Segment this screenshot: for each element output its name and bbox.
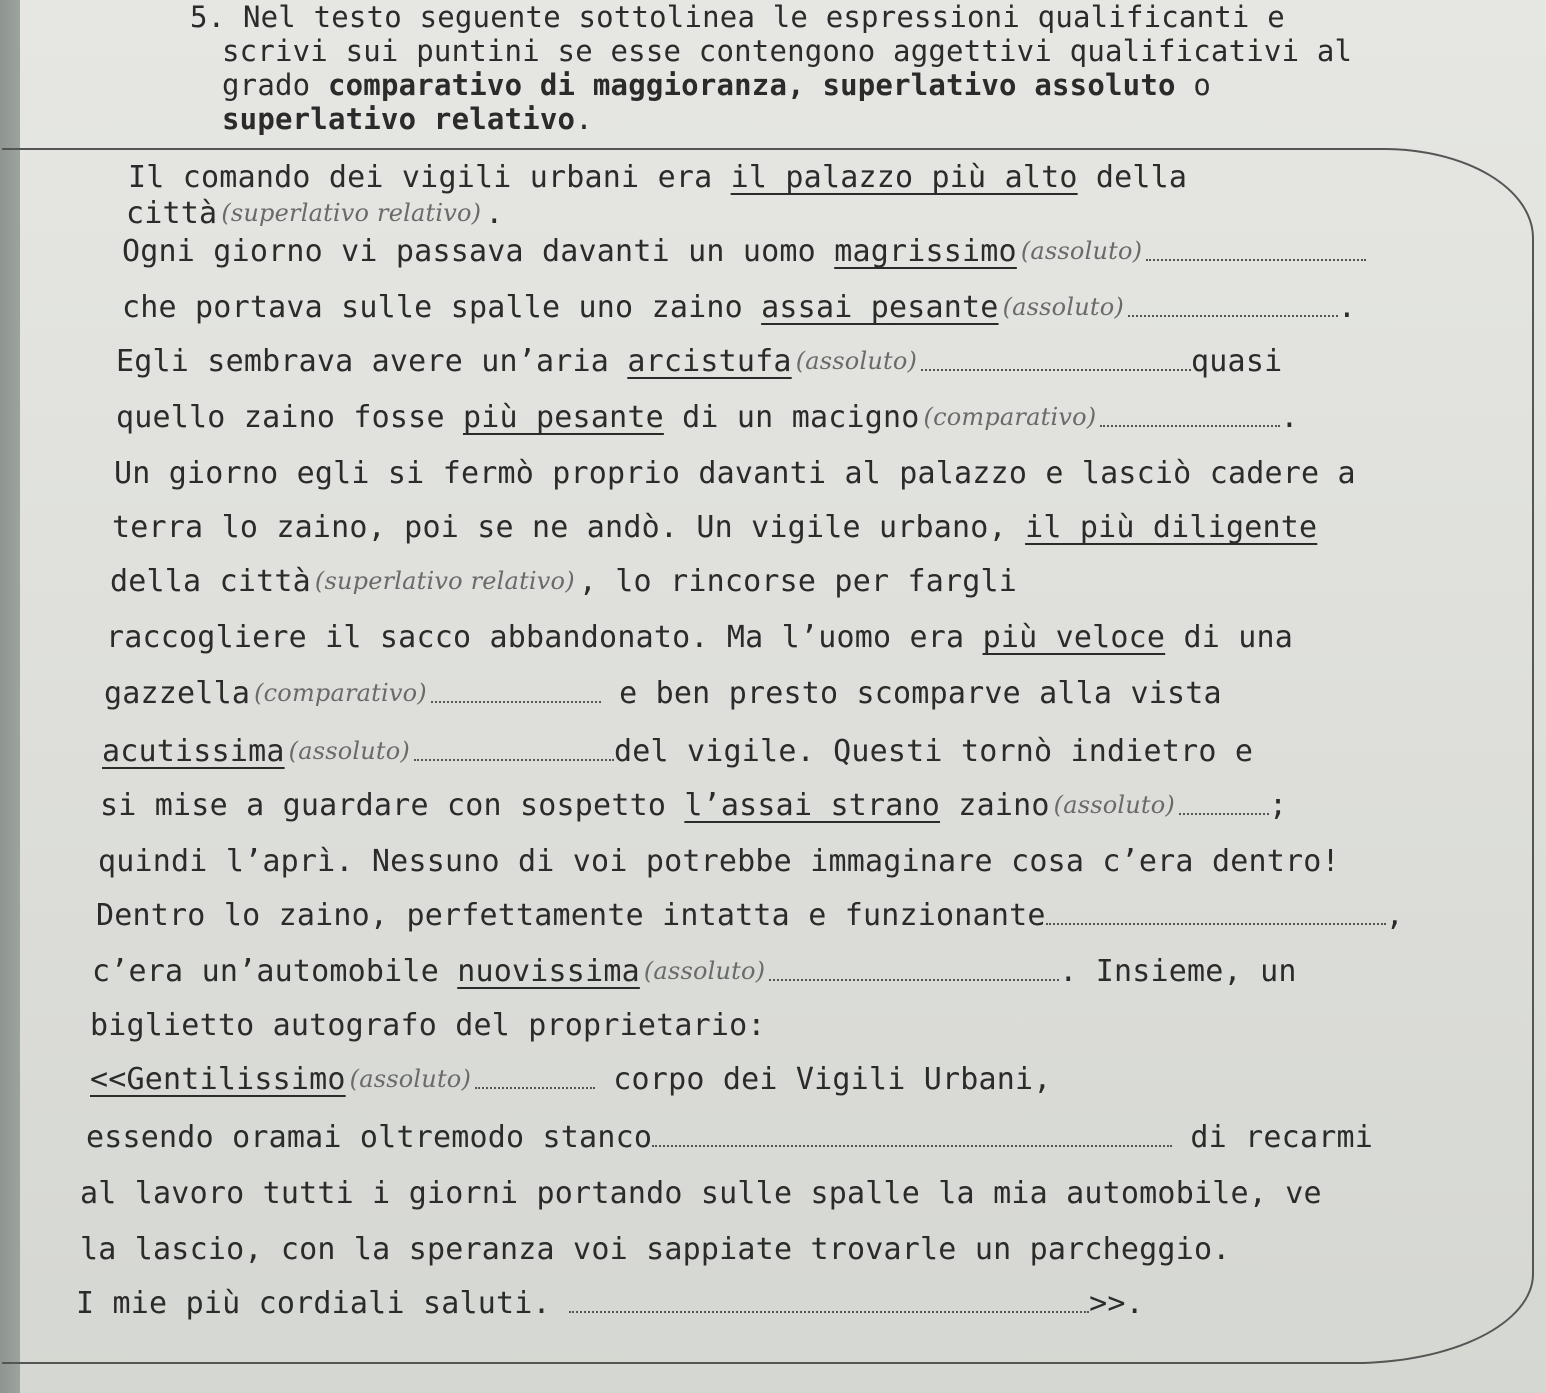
text-line-19: essendo oramai oltremodo stanco di recarmi [86,1120,1373,1155]
instruction-line-1: 5. Nel testo seguente sottolinea le espressioni qualificanti e [190,0,1285,34]
text-line-11: gazzella (comparativo) e ben presto scomparve alla vista [104,676,1222,711]
instruction-line-4: superlativo relativo. [222,102,593,136]
answer-3: (assoluto) [1002,293,1124,321]
text-line-1: Il comando dei vigili urbani era il palazzo più alto della [128,160,1188,195]
answer-9: (assoluto) [1053,791,1175,819]
text-line-4: che portava sulle spalle uno zaino assai pesante (assoluto) . [122,290,1357,325]
text-line-17: biglietto autografo del proprietario: [90,1008,766,1043]
text-line-15: Dentro lo zaino, perfettamente intatta e funzionante , [96,898,1404,933]
text-line-6: quello zaino fosse più pesante di un macigno (comparativo) . [116,400,1299,435]
instruction-line-3: grado comparativo di maggioranza, superlativo assoluto o [222,68,1211,102]
text-line-18: <<Gentilissimo (assoluto) corpo dei Vigili Urbani, [90,1062,1052,1097]
answer-1: (superlativo relativo) [221,199,482,227]
answer-5: (comparativo) [923,403,1097,431]
text-line-12: acutissima (assoluto) del vigile. Questi tornò indietro e [102,734,1254,769]
text-line-22: I mie più cordiali saluti. >>. [76,1286,1144,1321]
text-line-5: Egli sembrava avere un’aria arcistufa (assoluto) quasi [116,344,1283,379]
answer-11: (assoluto) [349,1065,472,1093]
text-line-7: Un giorno egli si fermò proprio davanti al palazzo e lasciò cadere a [114,456,1356,491]
text-line-20: al lavoro tutti i giorni portando sulle spalle la mia automobile, ve [80,1176,1322,1211]
answer-7: (comparativo) [254,679,427,707]
text-line-16: c’era un’automobile nuovissima (assoluto) . Insieme, un [92,954,1297,989]
text-line-8: terra lo zaino, poi se ne andò. Un vigile urbano, il più diligente [112,510,1318,545]
instruction-line-2: scrivi sui puntini se esse contengono aggettivi qualificativi al [222,34,1353,68]
answer-6: (superlativo relativo) [314,567,575,595]
text-line-14: quindi l’aprì. Nessuno di voi potrebbe immaginare cosa c’era dentro! [98,844,1340,879]
text-line-2: città (superlativo relativo) . [126,196,504,231]
text-line-13: si mise a guardare con sospetto l’assai strano zaino (assoluto) ; [100,788,1288,823]
answer-10: (assoluto) [643,957,766,985]
text-line-9: della città (superlativo relativo) , lo rincorse per fargli [110,564,1018,599]
text-line-3: Ogni giorno vi passava davanti un uomo magrissimo (assoluto) [122,234,1366,269]
answer-8: (assoluto) [288,737,410,765]
answer-4: (assoluto) [795,347,918,375]
text-line-21: la lascio, con la speranza voi sappiate trovarle un parcheggio. [80,1232,1231,1267]
text-line-10: raccogliere il sacco abbandonato. Ma l’uomo era più veloce di una [106,620,1294,655]
answer-2: (assoluto) [1020,237,1143,265]
